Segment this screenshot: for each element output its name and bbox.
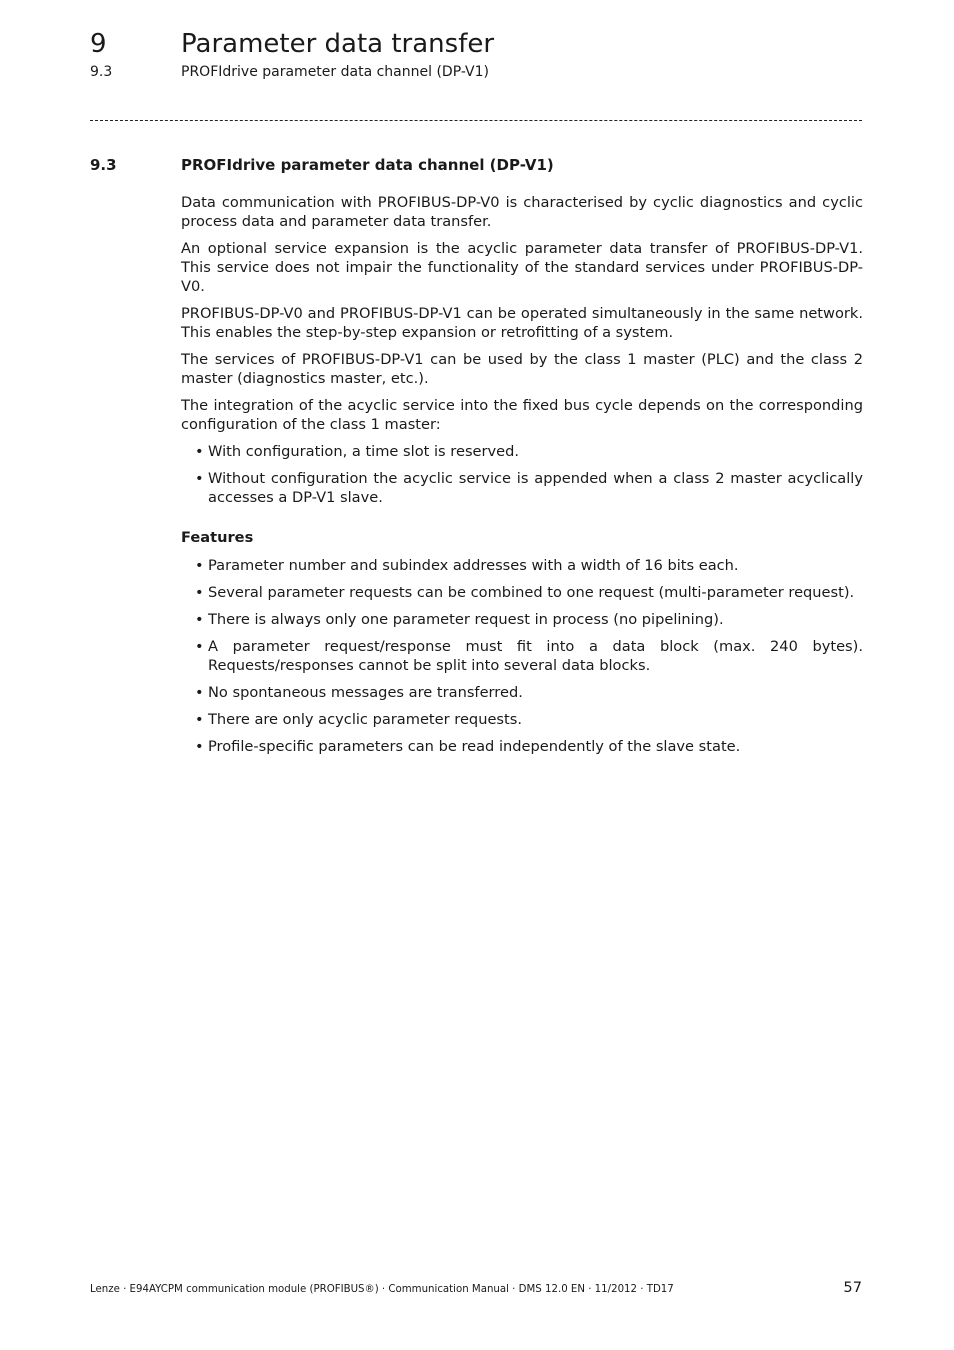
list-item-text: A parameter request/response must fit into a data block (max. 240 bytes). Requests/responses cannot be split into several data blocks.	[208, 638, 863, 674]
list-item-text: Profile-specific parameters can be read independently of the slave state.	[208, 738, 741, 755]
bullet-icon: •	[195, 738, 204, 755]
list-item-text: With configuration, a time slot is reserved.	[208, 443, 520, 460]
list-item-text: There is always only one parameter request in process (no pipelining).	[208, 611, 724, 628]
paragraph: Data communication with PROFIBUS-DP-V0 is characterised by cyclic diagnostics and cyclic process data and parameter data transfer.	[181, 194, 863, 230]
header-section-title: PROFIdrive parameter data channel (DP-V1)	[181, 64, 489, 80]
list-item	[181, 637, 863, 675]
bullet-icon: •	[195, 557, 204, 574]
list-item	[181, 710, 863, 729]
section-title: PROFIdrive parameter data channel (DP-V1)	[181, 156, 554, 174]
list-item	[181, 583, 863, 602]
header-section-number: 9.3	[90, 64, 113, 80]
paragraph: The services of PROFIBUS-DP-V1 can be used by the class 1 master (PLC) and the class 2 master (diagnostics master, etc.).	[181, 351, 863, 387]
bullet-icon: •	[195, 711, 204, 728]
section-body	[181, 193, 863, 764]
list-item-text: No spontaneous messages are transferred.	[208, 684, 523, 701]
footer-document-info: Lenze · E94AYCPM communication module (PROFIBUS®) · Communication Manual · DMS 12.0 EN · 11/2012 · TD17	[90, 1284, 674, 1295]
paragraph: An optional service expansion is the acyclic parameter data transfer of PROFIBUS-DP-V1. This service does not impair the functionality of the standard services under PROFIBUS-DP-V0.	[181, 240, 863, 295]
chapter-number: 9	[90, 29, 107, 59]
bullet-icon: •	[195, 684, 204, 701]
paragraph: PROFIBUS-DP-V0 and PROFIBUS-DP-V1 can be operated simultaneously in the same network. This enables the step-by-step expansion or retrofitting of a system.	[181, 305, 863, 341]
paragraph: The integration of the acyclic service into the fixed bus cycle depends on the corresponding configuration of the class 1 master:	[181, 397, 863, 433]
list-item	[181, 683, 863, 702]
bullet-icon: •	[195, 638, 204, 655]
configuration-list	[181, 442, 863, 507]
bullet-icon: •	[195, 611, 204, 628]
chapter-title: Parameter data transfer	[181, 29, 495, 59]
list-item-text: There are only acyclic parameter requests.	[208, 711, 522, 728]
list-item-text: Without configuration the acyclic service is appended when a class 2 master acyclically accesses a DP-V1 slave.	[208, 470, 863, 506]
header-divider	[90, 120, 862, 121]
list-item	[181, 469, 863, 507]
list-item-text: Parameter number and subindex addresses with a width of 16 bits each.	[208, 557, 739, 574]
features-heading: Features	[181, 529, 254, 546]
list-item	[181, 737, 863, 756]
list-item	[181, 442, 863, 461]
list-item-text: Several parameter requests can be combined to one request (multi-parameter request).	[208, 584, 855, 601]
list-item	[181, 556, 863, 575]
bullet-icon: •	[195, 443, 204, 460]
section-number: 9.3	[90, 156, 117, 174]
bullet-icon: •	[195, 584, 204, 601]
list-item	[181, 610, 863, 629]
bullet-icon: •	[195, 470, 204, 487]
page-number: 57	[843, 1279, 862, 1296]
features-list	[181, 556, 863, 756]
